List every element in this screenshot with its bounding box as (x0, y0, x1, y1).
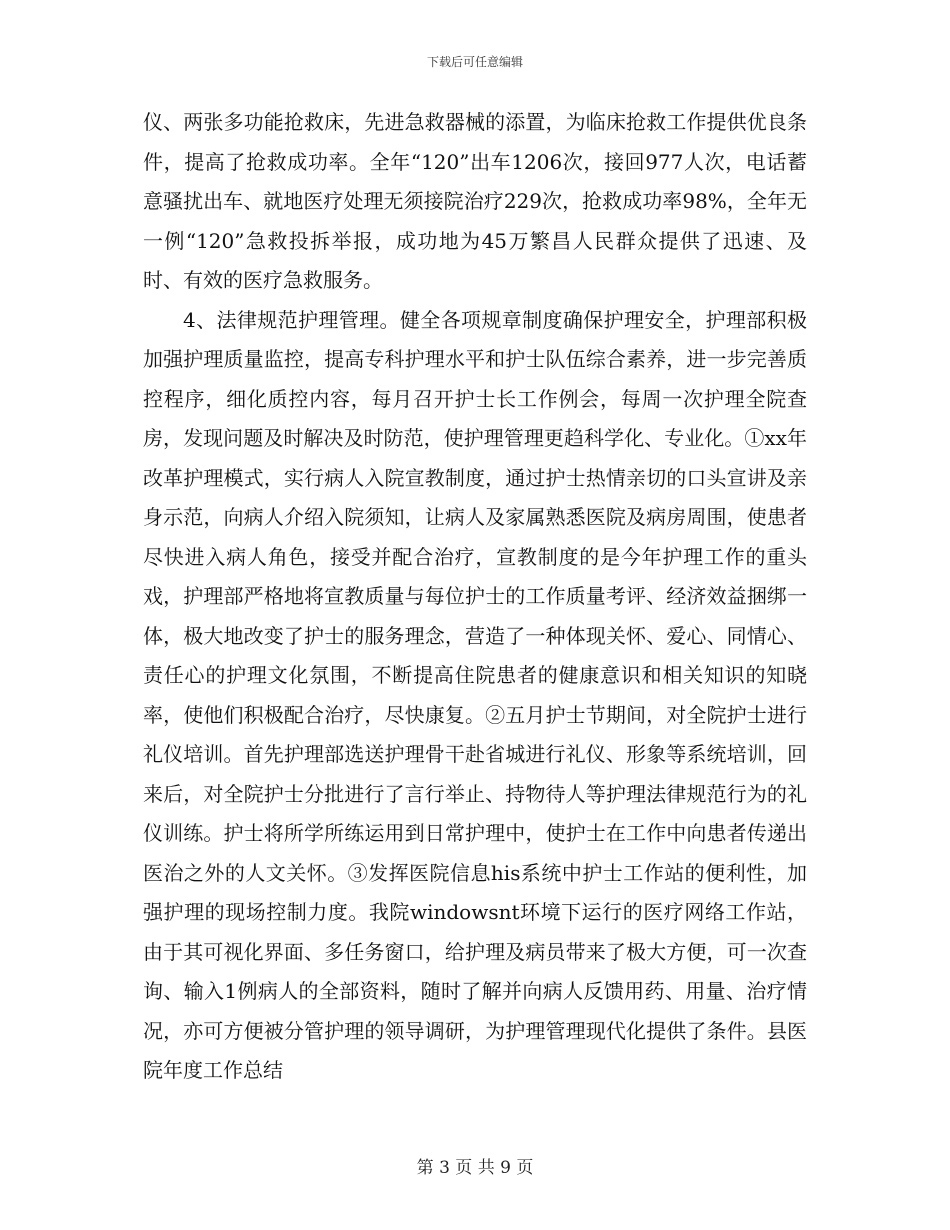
document-body (143, 103, 807, 1091)
page-header-note: 下载后可任意编辑 (426, 55, 523, 69)
paragraph-continued: 仪、两张多功能抢救床，先进急救器械的添置，为临床抢救工作提供优良条件，提高了抢救成功率。全年“120”出车1206次，接回977人次，电话蓄意骚扰出车、就地医疗处理无须接院治疗229次，抢救成功率98%，全年无一例“120”急救投拆举报，成功地为45万繁昌人民群众提供了迅速、及时、有效的医疗急救服务。 (143, 110, 807, 292)
paragraph-nursing-management: 4、法律规范护理管理。健全各项规章制度确保护理安全，护理部积极加强护理质量监控，提高专科护理水平和护士队伍综合素养，进一步完善质控程序，细化质控内容，每月召开护士长工作例会，每周一次护理全院查房，发现问题及时解决及时防范，使护理管理更趋科学化、专业化。①xx年改革护理模式，实行病人入院宣教制度，通过护士热情亲切的口头宣讲及亲身示范，向病人介绍入院须知，让病人及家属熟悉医院及病房周围，使患者尽快进入病人角色，接受并配合治疗，宣教制度的是今年护理工作的重头戏，护理部严格地将宣教质量与每位护士的工作质量考评、经济效益捆绑一体，极大地改变了护士的服务理念，营造了一种体现关怀、爱心、同情心、责任心的护理文化氛围，不断提高住院患者的健康意识和相关知识的知晓率，使他们积极配合治疗，尽快康复。②五月护士节期间，对全院护士进行礼仪培训。首先护理部选送护理骨干赴省城进行礼仪、形象等系统培训，回来后，对全院护士分批进行了言行举止、持物待人等护理法律规范行为的礼仪训练。护士将所学所练运用到日常护理中，使护士在工作中向患者传递出医治之外的人文关怀。③发挥医院信息his系统中护士工作站的便利性，加强护理的现场控制力度。我院windowsnt环境下运行的医疗网络工作站，由于其可视化界面、多任务窗口，给护理及病员带来了极大方便，可一次查询、输入1例病人的全部资料，随时了解并向病人反馈用药、用量、治疗情况，亦可方便被分管护理的领导调研，为护理管理现代化提供了条件。县医院年度工作总结 (143, 307, 807, 1082)
page-number-footer: 第 3 页 共 9 页 (416, 1158, 534, 1178)
